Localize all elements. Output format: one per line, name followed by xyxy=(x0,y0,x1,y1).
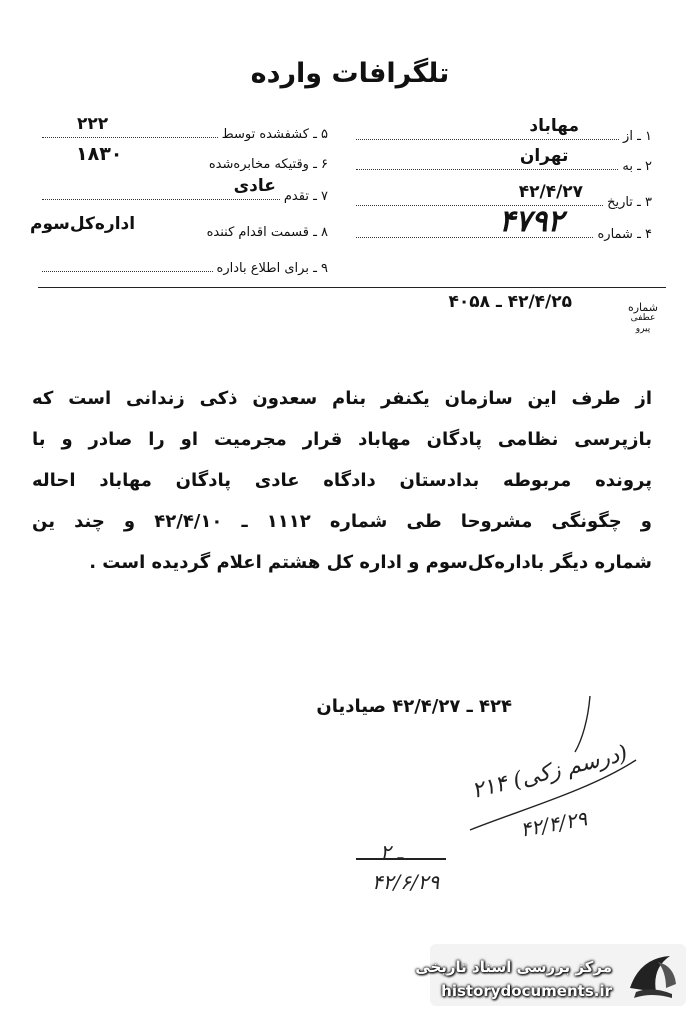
message-body xyxy=(32,378,652,583)
handwritten-date: ۴۲/۴/۲۹ xyxy=(518,806,589,842)
archive-logo-icon xyxy=(622,948,680,1002)
field-number-label: ۴ ـ شماره xyxy=(597,227,652,242)
watermark-name: مرکز بررسی اسناد تاریخی xyxy=(415,958,612,976)
message-line: و چگونگی مشروحا طی شماره ۱۱۱۲ ـ ۴۲/۴/۱۰ و چند ین xyxy=(32,511,652,532)
message-line: از طرف این سازمان یکنفر بنام سعدون ذکی زندانی است که xyxy=(32,388,652,409)
field-number xyxy=(352,204,652,242)
field-priority-value: عادی xyxy=(233,176,276,196)
field-decoded-by xyxy=(38,114,328,142)
message-line: شماره دیگر باداره‌کل‌سوم و اداره کل هشتم اعلام گردیده است . xyxy=(89,552,652,573)
field-from-label: ۱ ـ از xyxy=(623,129,652,144)
field-to xyxy=(352,146,652,174)
field-decoded-by-label: ۵ ـ کشفشده توسط xyxy=(221,127,328,142)
handwritten-bottom-date: ۴۲/۶/۲۹ xyxy=(372,870,440,894)
field-decoded-by-value: ۲۲۲ xyxy=(77,114,109,134)
field-from-value: مهاباد xyxy=(529,116,580,136)
message-line: پرونده مربوطه بدادستان دادگاه عادی پادگان مهاباد احاله xyxy=(32,470,652,491)
field-to-value: تهران xyxy=(519,146,569,166)
handwritten-underline xyxy=(356,858,446,860)
reference-label-sub-bottom: پیرو xyxy=(635,324,651,334)
field-from xyxy=(352,116,652,144)
message-line: بازپرسی نظامی پادگان مهاباد قرار مجرمیت او را صادر و با xyxy=(32,429,652,450)
field-action-dept-label: ۸ ـ قسمت اقدام کننده xyxy=(206,225,328,240)
handwritten-note: (درسم زکی) ۲۱۴ xyxy=(469,741,631,804)
field-priority-label: ۷ ـ تقدم xyxy=(283,189,328,204)
field-transmitted-time-label: ۶ ـ وقتیکه مخابره‌شده xyxy=(208,157,328,172)
reference-label-main: شماره xyxy=(627,301,658,314)
field-for-info xyxy=(38,254,328,276)
field-transmitted-time xyxy=(38,143,328,172)
field-for-info-label: ۹ ـ برای اطلاع باداره xyxy=(216,261,328,276)
field-number-value: ۴۷۹۲ xyxy=(499,204,564,239)
field-date-label: ۳ ـ تاریخ xyxy=(607,195,652,210)
reference-label xyxy=(628,302,658,335)
sender-signature: ۴۲۴ ـ ۴۲/۴/۲۷ صیادیان xyxy=(316,696,512,717)
reference-value: ۴۲/۴/۲۵ ـ ۴۰۵۸ xyxy=(448,292,572,312)
field-action-dept xyxy=(30,214,328,240)
handwritten-mark: ـ ۲ xyxy=(380,840,403,864)
field-transmitted-time-value: ۱۸۳۰ xyxy=(76,143,123,165)
document-title: تلگرافات وارده xyxy=(250,58,450,89)
watermark-url: historydocuments.ir xyxy=(441,982,612,1000)
field-action-dept-value: اداره‌کل‌سوم xyxy=(30,214,136,234)
header-divider xyxy=(38,287,666,288)
reference-label-sub-top: عطفی xyxy=(630,313,656,323)
field-to-label: ۲ ـ به xyxy=(622,159,652,174)
field-priority xyxy=(38,176,328,204)
field-date-value: ۴۲/۴/۲۷ xyxy=(518,182,584,202)
